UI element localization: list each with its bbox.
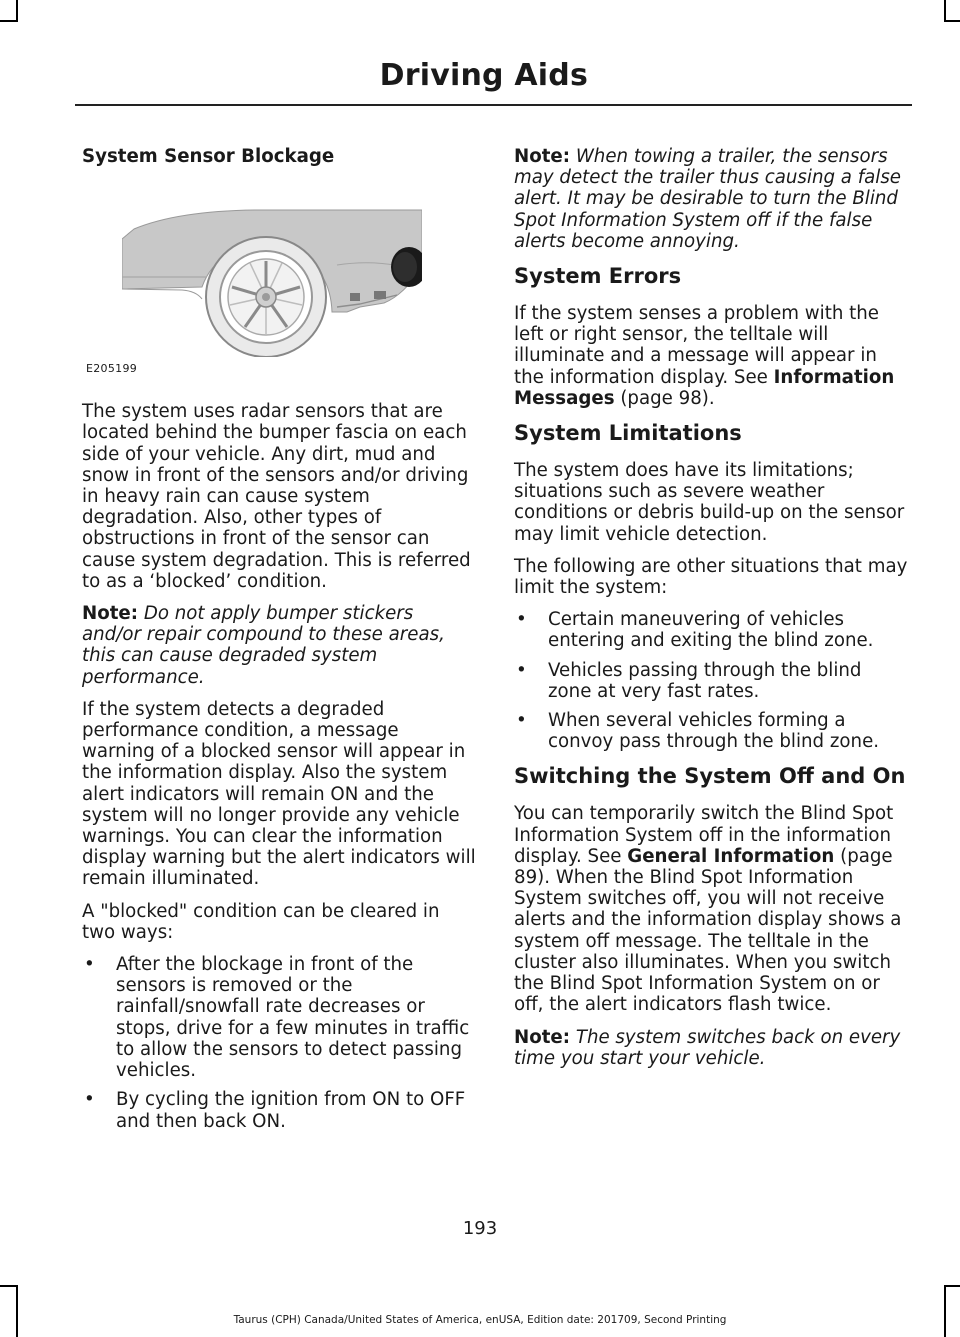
header-divider [75,104,912,106]
note-text: Do not apply bumper stickers and/or repair compound to these areas, this can cause degraded system performance. [82,603,445,688]
crop-mark [0,20,18,22]
section-heading-system-errors: System Errors [514,264,682,289]
list-item-text: When several vehicles forming a convoy pass through the blind zone. [548,710,880,753]
figure-id: E205199 [86,362,138,375]
list-item [514,710,908,752]
page-footer: Taurus (CPH) Canada/United States of America, enUSA, Edition date: 201709, Second Printing [233,1314,727,1326]
bullet-icon: • [516,609,527,631]
list-item-text: Certain maneuvering of vehicles entering and exiting the blind zone. [548,609,874,652]
body-paragraph: If the system detects a degraded performance condition, a message warning of a blocked sensor will appear in the information display. Also the system alert indicators will remain ON and the system will no longer provide any vehicle warnings. You can clear the information display warning but the alert indicators will remain illuminated. [82,698,476,890]
cross-reference-link[interactable]: Information Messages [514,366,895,409]
bullet-icon: • [84,954,95,976]
body-paragraph: The system uses radar sensors that are located behind the bumper fascia on each side of your vehicle. Any dirt, mud and snow in front of the sensors and/or driving in heavy rain can cause system degradation. Also, other types of obstructions in front of the sensor can cause system degradation. This is referred to as a ‘blocked’ condition. [82,401,471,592]
note-paragraph [514,146,908,252]
body-paragraph [514,803,908,1015]
list-item [82,954,476,1081]
page-number: 193 [462,1218,498,1239]
crop-mark [944,20,960,22]
page-header-title: Driving Aids [379,58,588,93]
cross-reference-link[interactable]: General Information [627,845,835,867]
note-label: Note: [514,146,571,167]
left-column [82,146,476,1143]
vehicle-rear-illustration [122,207,422,357]
bullet-icon: • [516,659,527,681]
section-subheading: System Sensor Blockage [82,146,335,167]
body-paragraph [514,303,908,409]
note-label: Note: [514,1026,571,1048]
crop-mark [944,1285,960,1287]
list-item-text: Vehicles passing through the blind zone at very fast rates. [548,659,862,702]
section-heading-system-limitations: System Limitations [514,421,742,446]
bullet-icon: • [84,1089,95,1111]
crop-mark [16,1285,18,1337]
body-text: (page 89). When the Blind Spot Information System switches off, you will not receive alerts and the information display shows a system off message. The telltale in the cluster also illuminates. When you switch the Blind Spot Information System on or off, the alert indicators flash twice. [514,845,902,1016]
right-column [514,146,908,1080]
list-item [82,1089,476,1131]
bullet-icon: • [516,710,527,732]
bullet-list [514,609,908,752]
note-text: When towing a trailer, the sensors may detect the trailer thus causing a false alert. It may be desirable to turn the Blind Spot Information System off if the false alerts become annoying. [514,146,901,252]
crop-mark [944,1285,946,1337]
list-item-text: After the blockage in front of the sensors is removed or the rainfall/snowfall rate decreases or stops, drive for a few minutes in traffic to allow the sensors to detect passing vehicles. [116,954,470,1082]
note-label: Note: [82,603,139,625]
crop-mark [16,0,18,22]
crop-mark [944,0,946,22]
note-paragraph [82,603,476,688]
bullet-list [82,954,476,1132]
section-heading-switching: Switching the System Off and On [514,764,906,789]
page-reference: (page 98). [614,387,715,409]
list-item [514,609,908,651]
body-text: If the system senses a problem with the left or right sensor, the telltale will illuminate and a message will appear in the information display. See [514,303,880,388]
note-paragraph [514,1027,908,1069]
body-paragraph: A "blocked" condition can be cleared in two ways: [82,900,440,943]
rear-bumper-sensor-figure [82,207,476,379]
list-item [514,660,908,702]
note-text: The system switches back on every time you start your vehicle. [514,1026,901,1069]
body-paragraph: The system does have its limitations; situations such as severe weather conditions or debris build-up on the sensor may limit vehicle detection. [514,460,905,545]
list-item-text: By cycling the ignition from ON to OFF and then back ON. [116,1089,466,1132]
body-paragraph: The following are other situations that may limit the system: [514,555,908,599]
body-text: You can temporarily switch the Blind Spot Information System off in the information display. See [514,803,894,867]
